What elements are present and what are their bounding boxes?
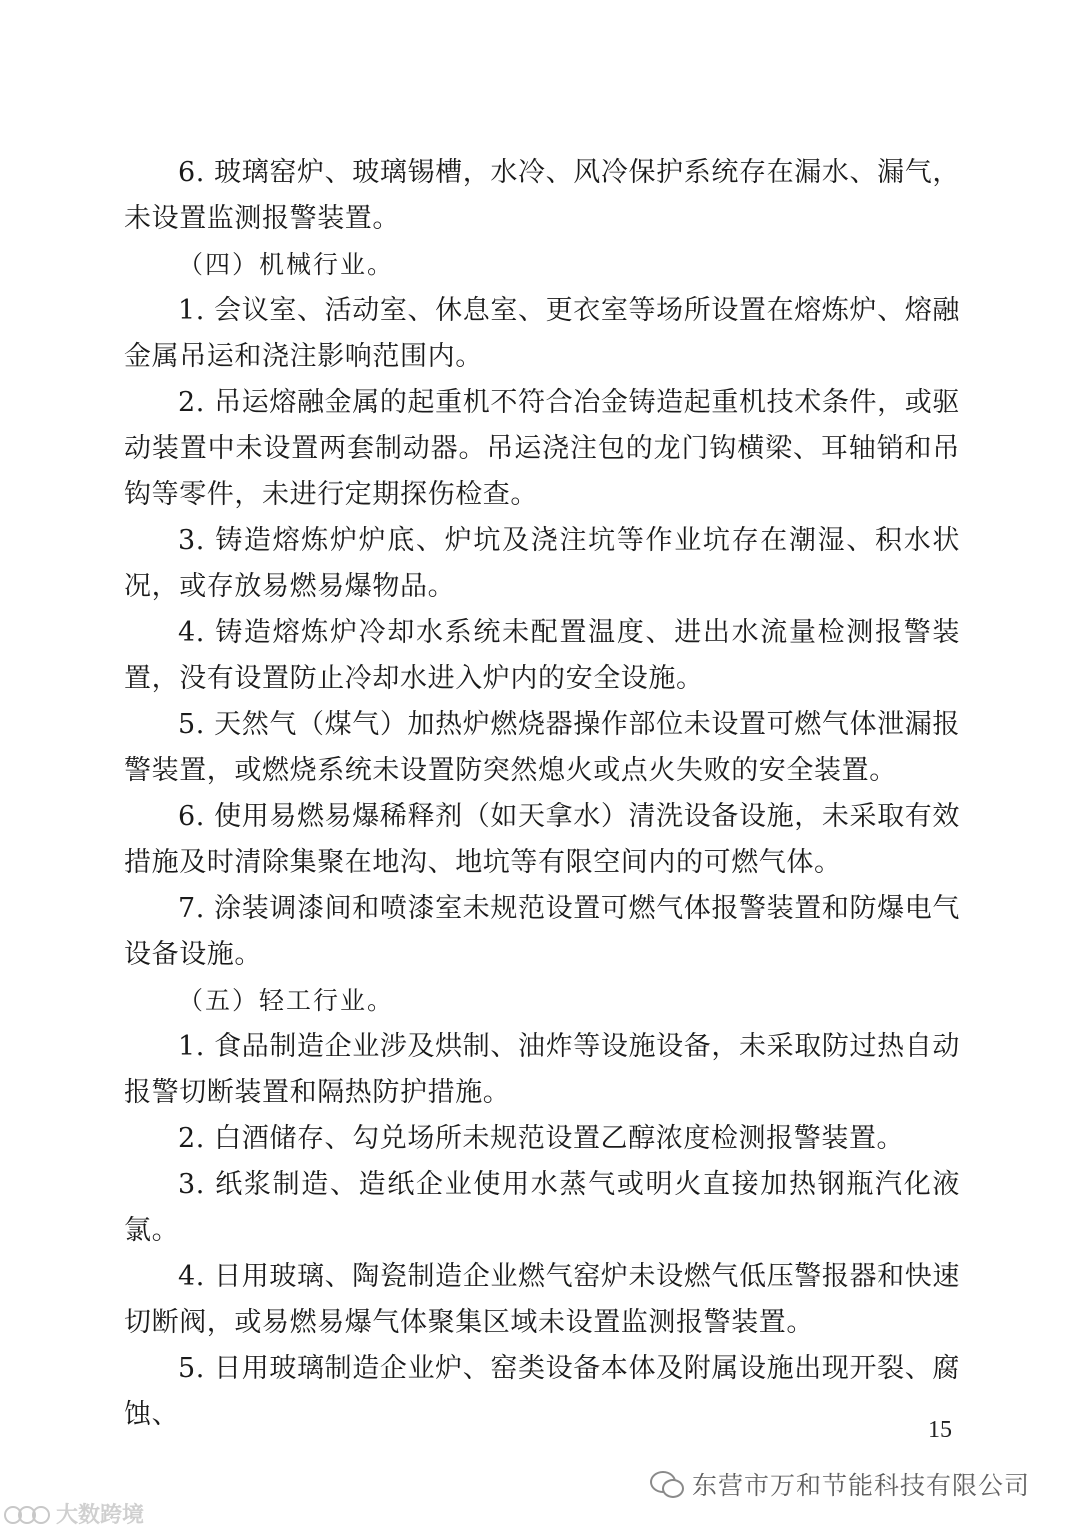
document-body (124, 150, 960, 1438)
list-item: 5. 天然气（煤气）加热炉燃烧器操作部位未设置可燃气体泄漏报警装置，或燃烧系统未设置防突然熄火或点火失败的安全装置。 (124, 709, 960, 786)
source-name: 大数跨境 (56, 1503, 145, 1528)
list-item: 5. 日用玻璃制造企业炉、窑类设备本体及附属设施出现开裂、腐蚀、 (124, 1353, 960, 1430)
list-item: 2. 吊运熔融金属的起重机不符合冶金铸造起重机技术条件，或驱动装置中未设置两套制动器。吊运浇注包的龙门钩横梁、耳轴销和吊钩等零件，未进行定期探伤检查。 (124, 387, 960, 510)
list-item: 3. 铸造熔炼炉炉底、炉坑及浇注坑等作业坑存在潮湿、积水状况，或存放易燃易爆物品。 (124, 525, 960, 602)
list-item: 1. 会议室、活动室、休息室、更衣室等场所设置在熔炼炉、熔融金属吊运和浇注影响范围内。 (124, 295, 960, 372)
page-number: 15 (928, 1417, 952, 1443)
list-item: 4. 日用玻璃、陶瓷制造企业燃气窑炉未设燃气低压警报器和快速切断阀，或易燃易爆气体聚集区域未设置监测报警装置。 (124, 1261, 960, 1338)
wechat-icon (650, 1469, 684, 1499)
section-heading: （四）机械行业。 (178, 250, 395, 279)
list-item: 2. 白酒储存、勾兑场所未规范设置乙醇浓度检测报警装置。 (178, 1123, 905, 1154)
list-item: 6. 使用易燃易爆稀释剂（如天拿水）清洗设备设施，未采取有效措施及时清除集聚在地沟、地坑等有限空间内的可燃气体。 (124, 801, 960, 878)
company-name: 东营市万和节能科技有限公司 (692, 1471, 1031, 1500)
section-heading: （五）轻工行业。 (178, 986, 395, 1015)
company-watermark (650, 1464, 1030, 1504)
source-watermark (4, 1498, 144, 1529)
list-item: 3. 纸浆制造、造纸企业使用水蒸气或明火直接加热钢瓶汽化液氯。 (124, 1169, 960, 1246)
dashu-logo-icon (4, 1502, 50, 1526)
list-item: 6. 玻璃窑炉、玻璃锡槽，水冷、风冷保护系统存在漏水、漏气，未设置监测报警装置。 (124, 157, 960, 234)
list-item: 7. 涂装调漆间和喷漆室未规范设置可燃气体报警装置和防爆电气设备设施。 (124, 893, 960, 970)
list-item: 1. 食品制造企业涉及烘制、油炸等设施设备，未采取防过热自动报警切断装置和隔热防护措施。 (124, 1031, 960, 1108)
list-item: 4. 铸造熔炼炉冷却水系统未配置温度、进出水流量检测报警装置，没有设置防止冷却水进入炉内的安全设施。 (124, 617, 960, 694)
